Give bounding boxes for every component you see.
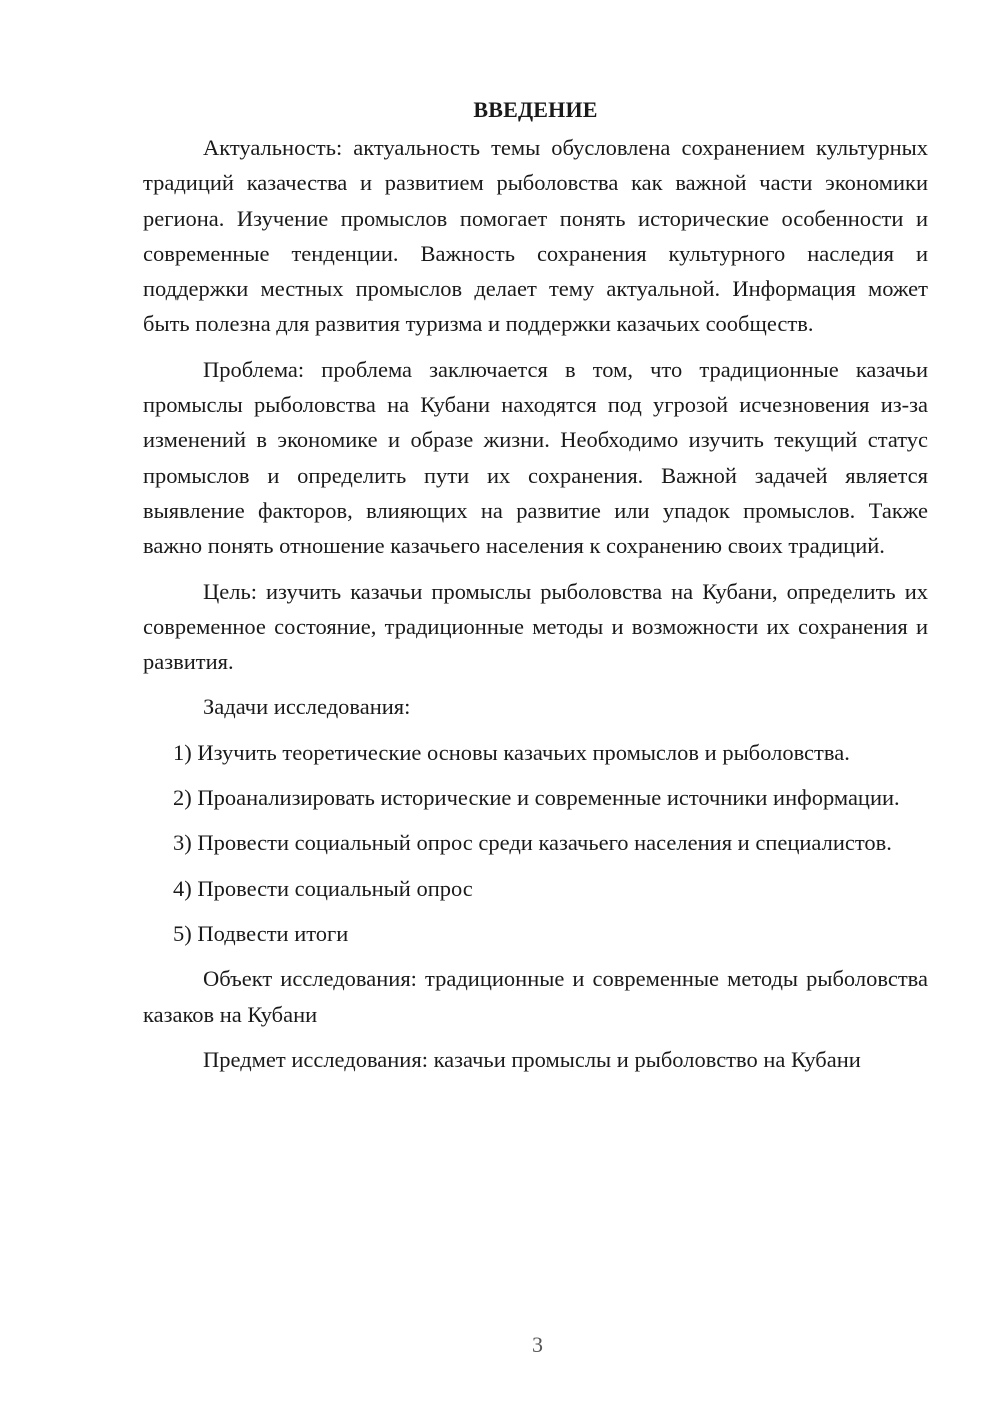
problem-paragraph: Проблема: проблема заключается в том, что традиционные казачьи промыслы рыболовства на Кубани находятся под угрозой исчезновения из-за изменений в экономике и образе жизни. Необходимо изучить текущий статус промыслов и определить пути их сохранения. Важной задачей является выявление факторов, влияющих на развитие или упадок промыслов. Также важно понять отношение казачьего населения к сохранению своих традиций. (143, 356, 928, 559)
object-paragraph: Объект исследования: традиционные и современные методы рыболовства казаков на Кубани (143, 966, 928, 1027)
page-number: 3 (532, 1332, 543, 1357)
relevance-paragraph: Актуальность: актуальность темы обусловлена сохранением культурных традиций казачества и развитием рыболовства как важной части экономики региона. Изучение промыслов помогает понять исторические особенности и современные тенденции. Важность сохранения культурного наследия и поддержки местных промыслов делает тему актуальной. Информация может быть полезна для развития туризма и поддержки казачьих сообществ. (143, 135, 928, 337)
section-heading: ВВЕДЕНИЕ (473, 97, 598, 122)
task-item-2: 2) Проанализировать исторические и современные источники информации. (173, 785, 900, 811)
goal-paragraph: Цель: изучить казачьи промыслы рыболовства на Кубани, определить их современное состояние, традиционные методы и возможности их сохранения и развития. (143, 578, 928, 675)
task-item-3: 3) Провести социальный опрос среди казачьего населения и специалистов. (173, 830, 892, 856)
task-item-5: 5) Подвести итоги (173, 920, 349, 946)
subject-paragraph: Предмет исследования: казачьи промыслы и рыболовство на Кубани (203, 1046, 861, 1072)
task-item-1: 1) Изучить теоретические основы казачьих промыслов и рыболовства. (173, 739, 850, 765)
task-item-4: 4) Провести социальный опрос (173, 875, 473, 901)
document-page (143, 92, 928, 1087)
tasks-title: Задачи исследования: (203, 694, 411, 720)
